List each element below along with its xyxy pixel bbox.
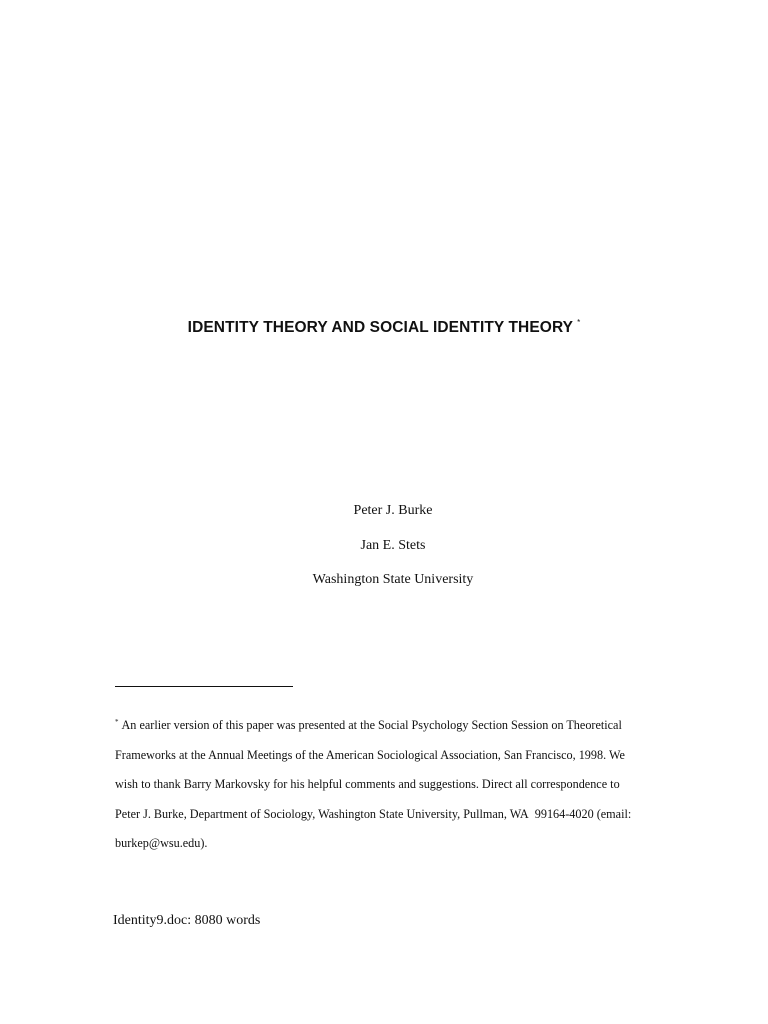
- footnote-separator: [115, 686, 293, 687]
- footnote-line-text: An earlier version of this paper was presented at the Social Psychology Section Session on Theoretical: [121, 718, 622, 732]
- document-word-count: Identity9.doc: 8080 words: [113, 913, 261, 928]
- paper-title: [0, 318, 768, 337]
- author-name: Peter J. Burke: [353, 503, 433, 518]
- author-name: Jan E. Stets: [360, 538, 426, 553]
- footnote: [115, 708, 675, 859]
- footnote-line: burkep@wsu.edu).: [115, 836, 208, 850]
- paper-title-text: IDENTITY THEORY AND SOCIAL IDENTITY THEORY: [187, 319, 574, 336]
- affiliation: Washington State University: [312, 572, 474, 587]
- footnote-line: [115, 708, 675, 741]
- footnote-line: Frameworks at the Annual Meetings of the American Sociological Association, San Francisco, 1998. We: [115, 747, 625, 762]
- title-footnote-marker: *: [577, 318, 581, 327]
- footnote-line: wish to thank Barry Markovsky for his helpful comments and suggestions. Direct all correspondence to: [115, 777, 620, 791]
- footnote-line: Peter J. Burke, Department of Sociology, Washington State University, Pullman, WA 99164-4020 (email:: [115, 806, 632, 821]
- footnote-marker: *: [115, 718, 119, 726]
